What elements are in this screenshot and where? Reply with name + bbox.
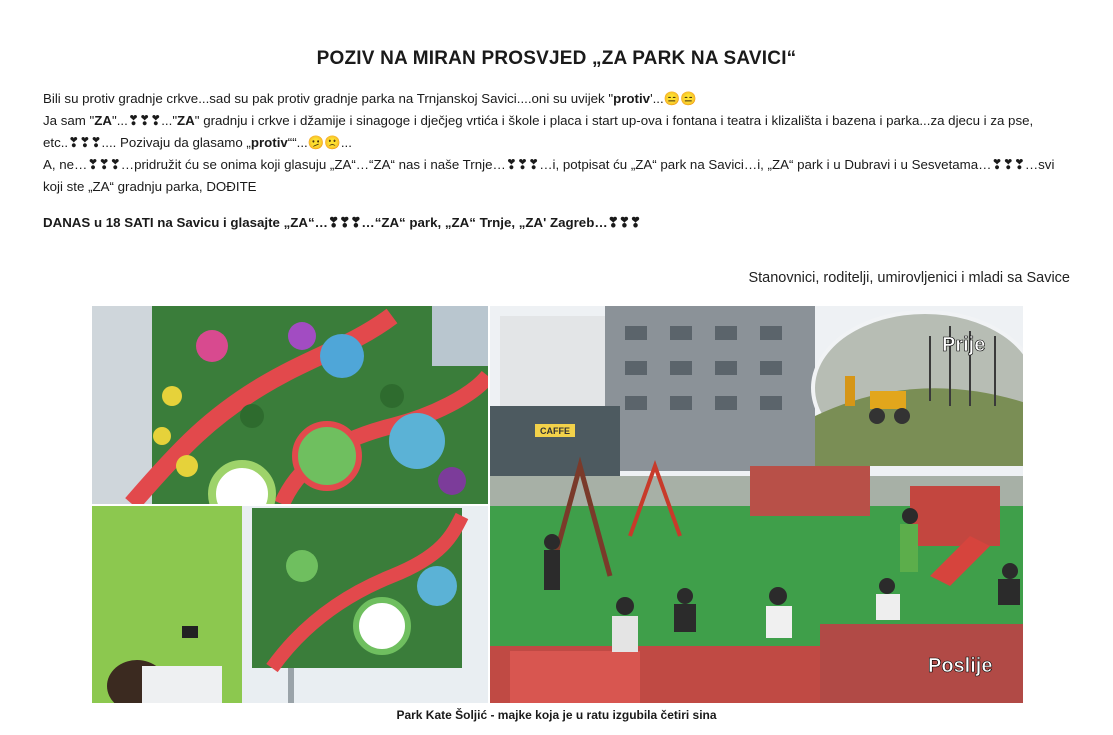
text-run: "...❣❣❣..." (112, 113, 178, 128)
text-run: '...😑😑 (650, 91, 697, 106)
photographer-image (92, 506, 488, 703)
bold-protiv: protiv (250, 135, 288, 150)
text-run: Bili su protiv gradnje crkve...sad su pak protiv gradnje parka na Trnjanskoj Savici....oni su uvijek " (43, 91, 614, 106)
signature: Stanovnici, roditelji, umirovljenici i mladi sa Savice (748, 270, 1070, 286)
playground-image (490, 306, 1023, 703)
paragraph-1 (43, 88, 1073, 110)
image-caption: Park Kate Šoljić - majke koja je u ratu izgubila četiri sina (396, 708, 717, 722)
after-label: Poslije (928, 655, 993, 677)
bold-protiv: protiv (613, 91, 651, 106)
text-run: " gradnju i crkve i džamije i sinagoge i dječjeg vrtića i škole i placa i start up-ova i fontana i teatra i klizališta i bazena i parka...za djecu i za pse, etc..❣❣❣.... Pozivaju da glasamo „ (43, 113, 1034, 150)
bold-za: ZA (177, 113, 195, 128)
text-run: ““...🫤🙁... (287, 135, 352, 150)
document-title: POZIV NA MIRAN PROSVJED „ZA PARK NA SAVICI“ (316, 48, 797, 69)
cafe-sign: CAFFE (540, 426, 570, 436)
bold-za: ZA (94, 113, 113, 128)
park-plan-image (92, 306, 488, 504)
paragraph-4-call-to-action: DANAS u 18 SATI na Savicu i glasajte „ZA“…❣❣❣…“ZA“ park, „ZA“ Trnje, „ZA' Zagreb…❣❣❣ (43, 215, 642, 230)
paragraph-3: A, ne…❣❣❣…pridružit ću se onima koji glasuju „ZA“…“ZA“ nas i naše Trnje…❣❣❣…i, potpisat ću „ZA“ park na Savici…i, „ZA“ park i u Dubravi i u Sesvetama…❣❣❣…svi koji ste „ZA“ gradnju parka, DOĐITE (43, 157, 1055, 194)
before-label: Prije (942, 334, 986, 356)
paragraph-2 (43, 110, 1073, 154)
text-run: Ja sam " (43, 113, 95, 128)
